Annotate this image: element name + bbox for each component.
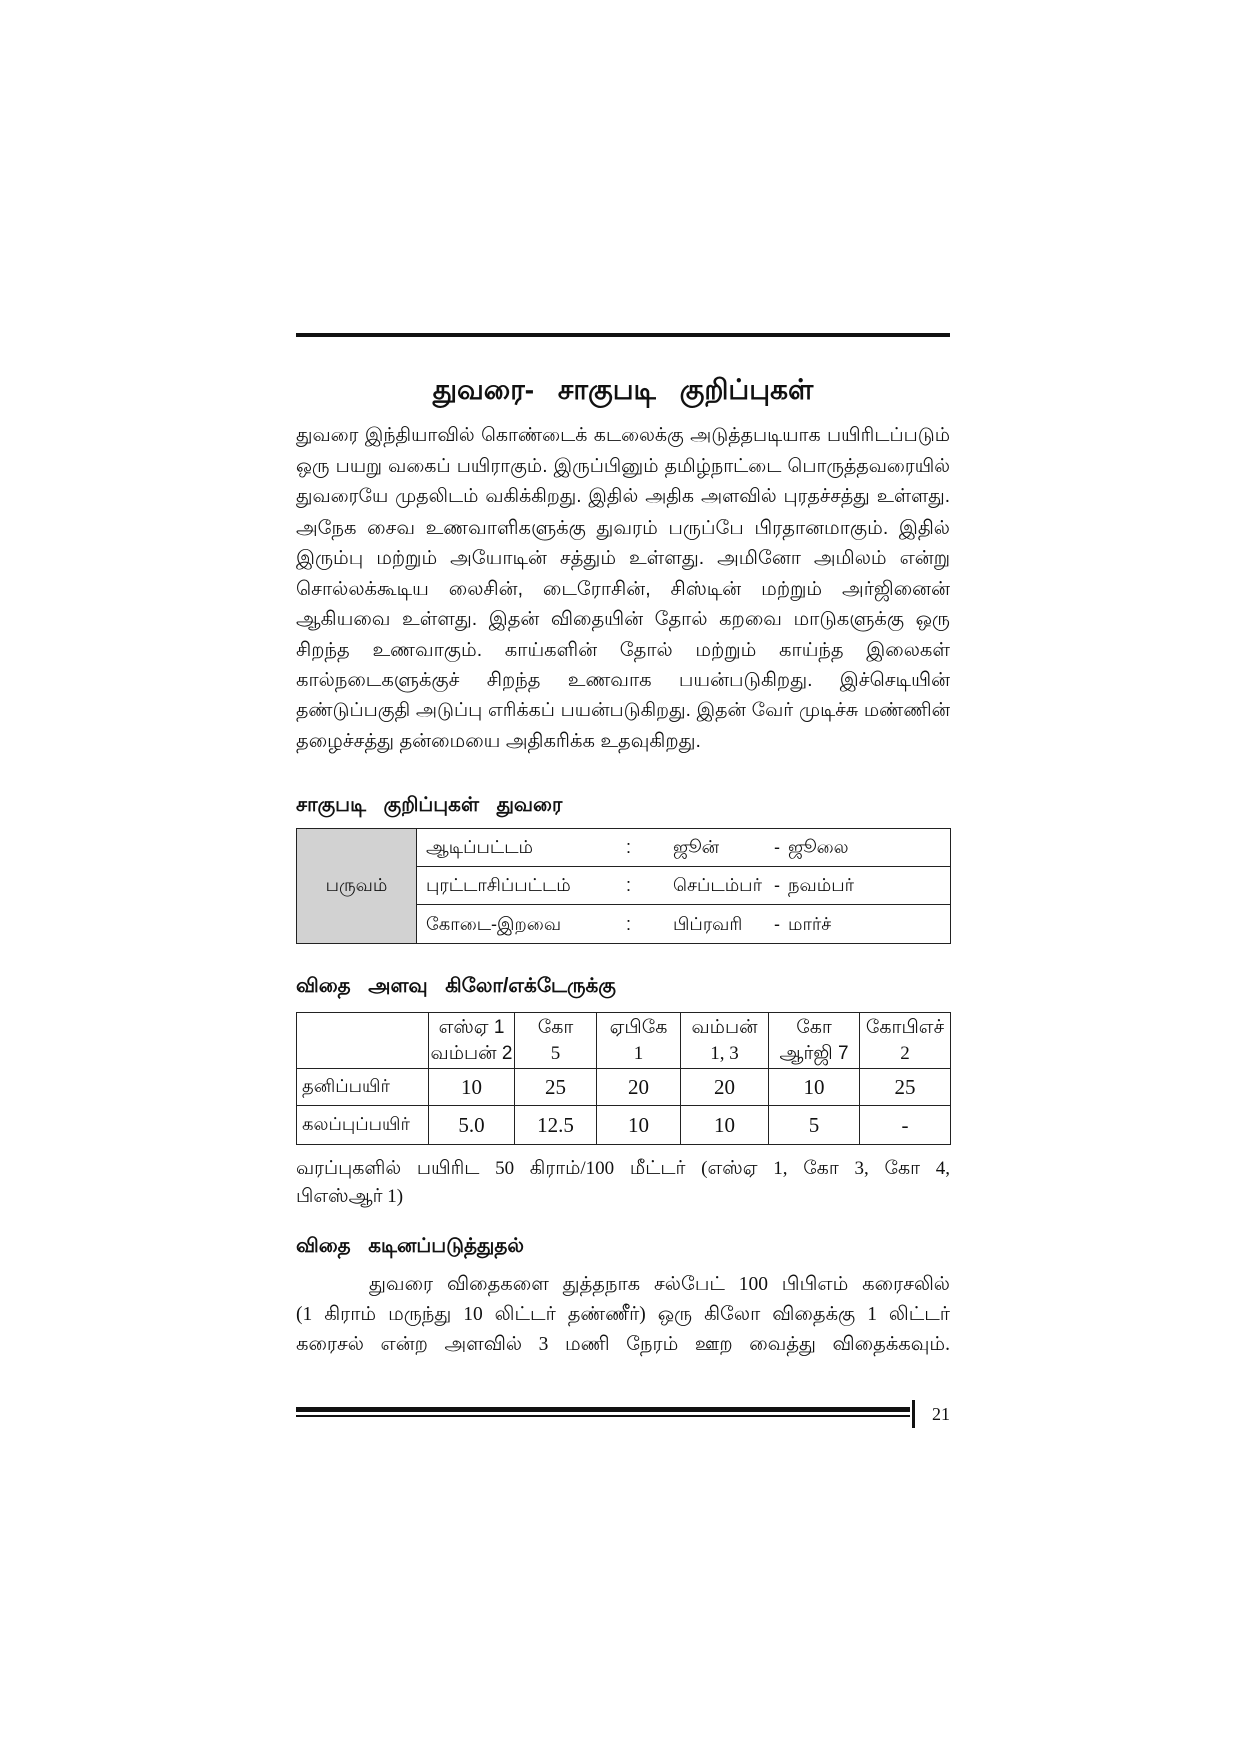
seed-rate-value: 25 [860,1069,951,1106]
hardening-line: கரைசல் என்ற அளவில் 3 மணி நேரம் ஊற வைத்து விதைக்கவும். [296,1334,950,1355]
seed-rate-value: 5 [769,1106,860,1145]
seed-rate-value: 5.0 [429,1106,515,1145]
season-months [673,867,854,904]
seed-hardening-heading: விதை கடினப்படுத்துதல் [296,1235,524,1257]
season-name: புரட்டாசிப்பட்டம் [426,875,571,895]
table-header-row [297,1013,951,1069]
footer-divider [912,1400,915,1428]
corner-cell [297,1013,429,1069]
season-dash: - [774,914,780,934]
variety-header [429,1013,515,1069]
row-label: தனிப்பயிர் [297,1069,429,1106]
hardening-line: (1 கிராம் மருந்து 10 லிட்டர் தண்ணீர்) ஒரு கிலோ விதைக்கு 1 லிட்டர் [296,1304,950,1325]
season-name: கோடை-இறவை [426,914,562,934]
footer-rule-thick [296,1407,910,1412]
note-line: வரப்புகளில் பயிரிட 50 கிராம்/100 மீட்டர் (எஸ்ஏ 1, கோ 3, கோ 4, [296,1158,950,1179]
seed-rate-value: 25 [515,1069,597,1106]
seed-rate-value: - [860,1106,951,1145]
season-months [673,905,831,943]
seed-rate-value: 10 [769,1069,860,1106]
intro-line: அநேக சைவ உணவாளிகளுக்கு துவரம் பருப்பே பிரதானமாகும். இதில் [296,516,950,539]
variety-line2: ஆர்ஜி 7 [779,1042,849,1064]
variety-header [515,1013,597,1069]
variety-line1: எஸ்ஏ 1 [438,1016,505,1038]
variety-line1: வம்பன் [691,1016,758,1038]
season-months [673,829,849,866]
season-colon: : [626,875,632,895]
seed-rate-value: 12.5 [515,1106,597,1145]
season-month-to: நவம்பர் [788,875,855,895]
variety-header [597,1013,681,1069]
season-month-from: செப்டம்பர் [673,875,762,895]
intro-line: சொல்லக்கூடிய லைசின், டைரோசின், சிஸ்டின் மற்றும் அர்ஜினைன் [296,577,950,600]
intro-paragraph [296,421,950,757]
season-dash: - [774,875,780,895]
season-dash: - [774,837,780,857]
seed-rate-value: 10 [597,1106,681,1145]
table-row [297,1069,951,1106]
variety-header [769,1013,860,1069]
seed-rate-table [296,1012,951,1145]
season-month-to: ஜூலை [788,837,849,857]
intro-line: தழைச்சத்து தன்மையை அதிகரிக்க உதவுகிறது. [296,730,701,752]
hardening-line: துவரை விதைகளை துத்தநாக சல்பேட் 100 பிபிஎம் கரைசலில் [369,1274,950,1295]
season-name: ஆடிப்பட்டம் [426,837,534,857]
intro-line: இரும்பு மற்றும் அயோடின் சத்தும் உள்ளது. அமினோ அமிலம் என்று [296,547,950,569]
intro-line: ஒரு பயறு வகைப் பயிராகும். இருப்பினும் தமிழ்நாட்டை பொருத்தவரையில் [296,455,950,477]
intro-line: தண்டுப்பகுதி அடுப்பு எரிக்கப் பயன்படுகிறது. இதன் வேர் முடிச்சு மண்ணின் [296,699,950,721]
variety-line2: 1 [633,1042,644,1064]
table-row [297,1106,951,1145]
variety-line2: 5 [550,1042,561,1064]
intro-line: துவரை இந்தியாவில் கொண்டைக் கடலைக்கு அடுத்தபடியாக பயிரிடப்படும் [296,425,950,446]
intro-line: துவரையே முதலிடம் வகிக்கிறது. இதில் அதிக அளவில் புரதச்சத்து உள்ளது. [296,486,950,507]
top-rule [296,333,950,337]
variety-line2: வம்பன் 2 [430,1042,513,1064]
seed-rate-value: 20 [597,1069,681,1106]
seed-rate-value: 10 [429,1069,515,1106]
intro-line: சிறந்த உணவாகும். காய்களின் தோல் மற்றும் காய்ந்த இலைகள் [296,638,950,661]
variety-line2: 2 [900,1042,910,1064]
season-colon: : [626,914,632,934]
seed-rate-heading: விதை அளவு கிலோ/எக்டேருக்கு [296,975,616,997]
page-title: துவரை- சாகுபடி குறிப்புகள் [432,374,814,405]
variety-line1: கோபிஎச் [865,1016,945,1038]
season-row [417,829,951,867]
variety-line2: 1, 3 [710,1042,739,1064]
season-row [417,867,951,905]
seed-rate-value: 10 [681,1106,769,1145]
season-month-to: மார்ச் [788,914,832,934]
cultivation-heading: சாகுபடி குறிப்புகள் துவரை [296,794,563,816]
season-table [296,828,951,944]
intro-line: ஆகியவை உள்ளது. இதன் விதையின் தோல் கறவை மாடுகளுக்கு ஒரு [296,608,950,630]
season-colon: : [626,837,632,857]
footer-rule-thin [296,1415,910,1417]
variety-header [860,1013,951,1069]
bund-note [296,1155,950,1211]
page-number: 21 [932,1404,950,1424]
season-label: பருவம் [325,874,388,895]
variety-line1: கோ [537,1016,574,1038]
variety-line1: ஏபிகே [609,1016,668,1038]
seed-hardening-paragraph [296,1270,950,1360]
variety-line1: கோ [796,1016,832,1038]
note-line: பிஎஸ்ஆர் 1) [296,1186,404,1207]
season-label-cell [297,829,417,944]
variety-header [681,1013,769,1069]
row-label: கலப்புப்பயிர் [297,1106,429,1145]
intro-line: கால்நடைகளுக்குச் சிறந்த உணவாக பயன்படுகிறது. இச்செடியின் [296,669,950,691]
season-month-from: ஜூன் [673,837,720,857]
season-month-from: பிப்ரவரி [673,914,743,934]
season-row [417,905,951,944]
seed-rate-value: 20 [681,1069,769,1106]
